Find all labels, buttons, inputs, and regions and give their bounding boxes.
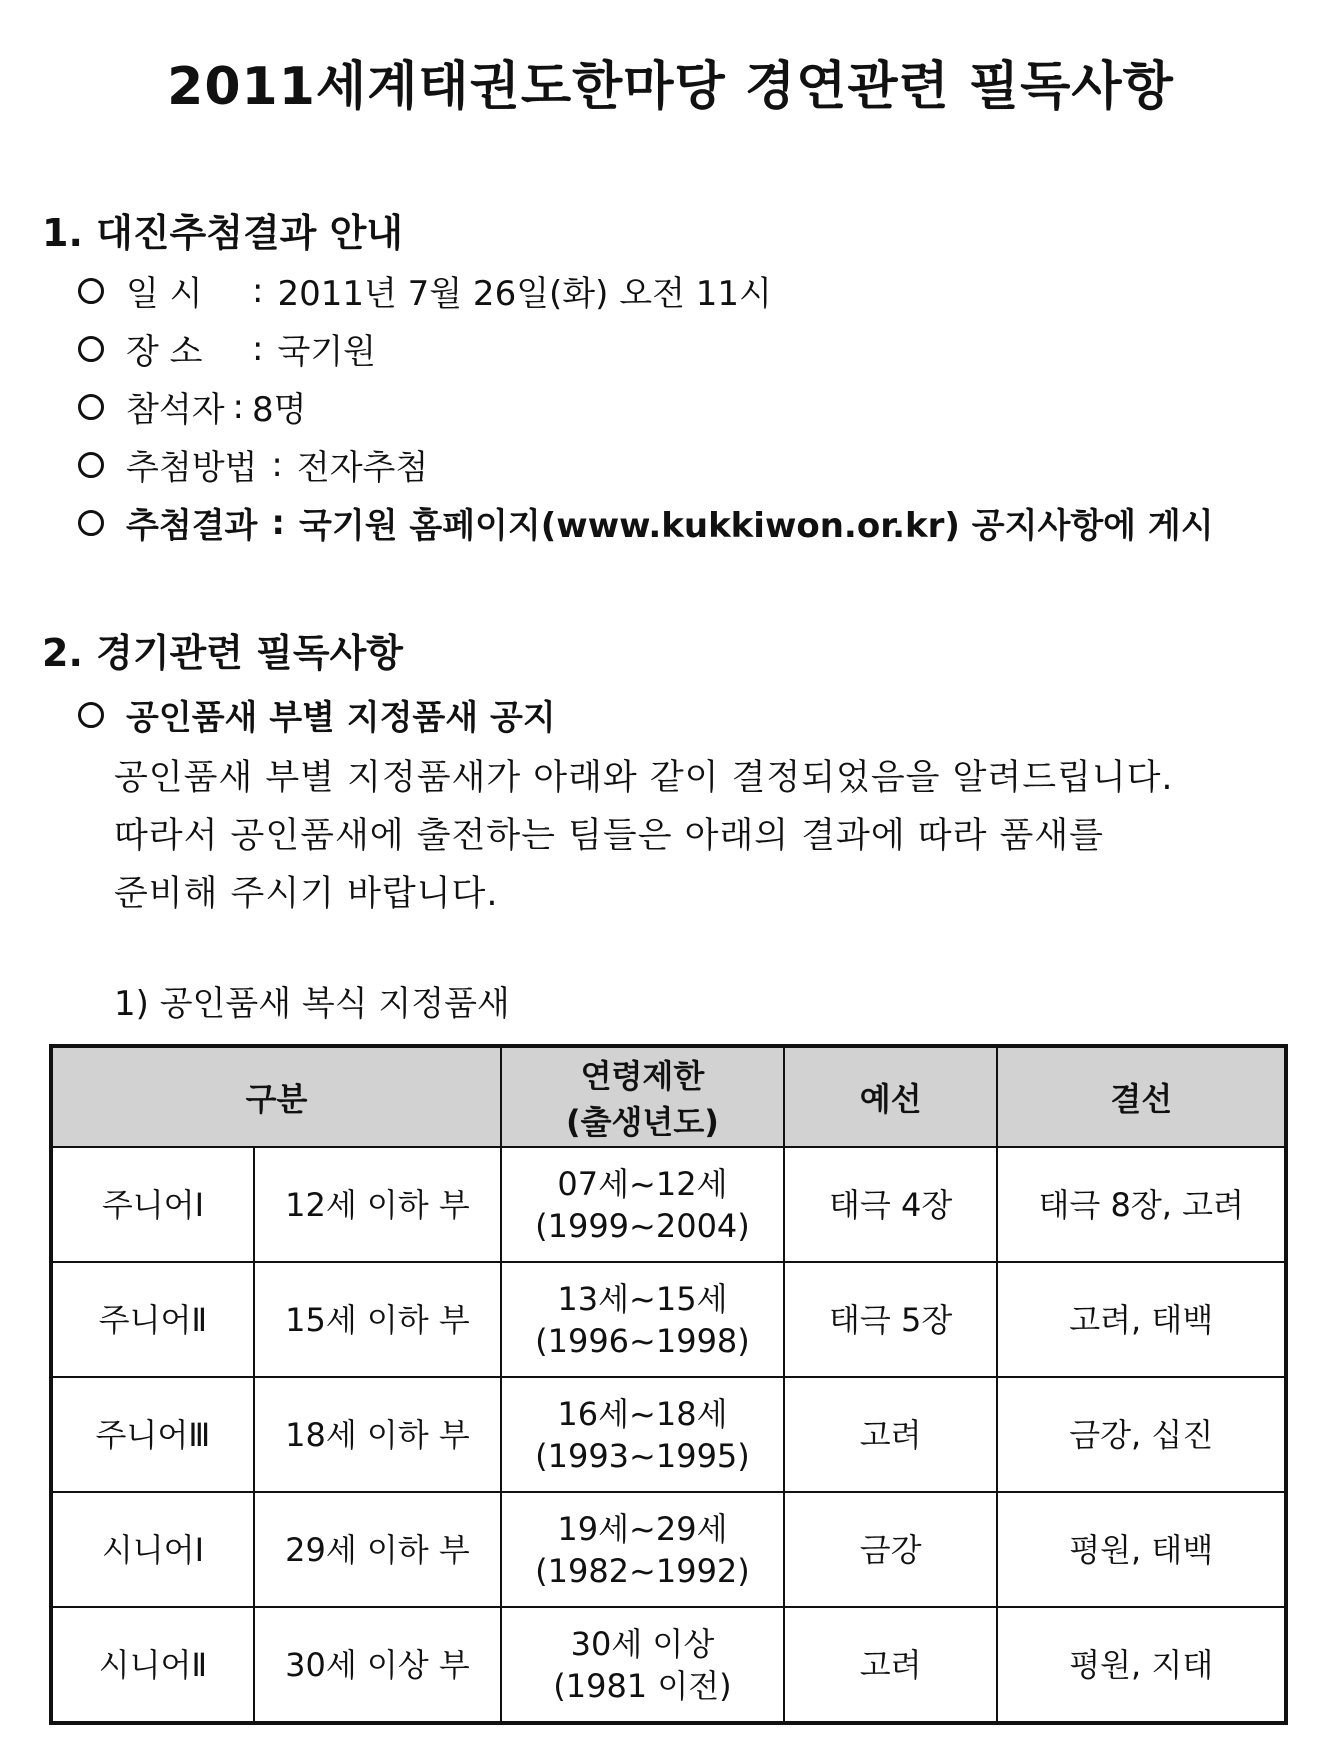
cell-division: 주니어Ⅱ [51,1262,254,1377]
page-title: 2011세계태권도한마당 경연관련 필독사항 [167,57,1174,117]
cell-final: 금강, 십진 [997,1377,1286,1492]
cell-birth-years: (1981 이전) [553,1666,732,1705]
info-item-attendees [78,382,307,431]
info-label: 참석자 [126,390,225,430]
cell-age-range: 13세~15세 [557,1279,728,1318]
table-caption: 1) 공인품새 복식 지정품새 [114,984,510,1024]
bullet-circle-icon [78,336,104,362]
cell-prelim: 고려 [784,1377,998,1492]
section-heading-must-read: 2. 경기관련 필독사항 [42,631,403,675]
notice-bullet-text: 공인품새 부별 지정품새 공지 [126,698,556,738]
table-header-row [51,1046,1286,1147]
cell-age [501,1377,784,1492]
header-final: 결선 [997,1046,1286,1147]
section-heading-draw-results: 1. 대진추첨결과 안내 [42,211,403,255]
cell-age [501,1607,784,1723]
cell-birth-years: (1996~1998) [535,1321,750,1360]
table-row [51,1492,1286,1607]
header-age-limit-line1: 연령제한 [580,1057,705,1095]
info-value: 국기원 홈페이지(www.kukkiwon.or.kr) 공지사항에 게시 [299,506,1214,546]
info-separator: : [252,270,264,311]
cell-age [501,1492,784,1607]
bullet-circle-icon [78,452,104,478]
info-item-datetime [78,266,772,315]
cell-birth-years: (1982~1992) [535,1551,750,1590]
table-row [51,1607,1286,1723]
header-division: 구분 [51,1046,501,1147]
header-prelim: 예선 [784,1046,998,1147]
info-label: 추첨방법 [126,448,258,488]
cell-group: 18세 이하 부 [254,1377,501,1492]
bullet-circle-icon [78,394,104,420]
cell-age [501,1262,784,1377]
cell-division: 시니어Ⅰ [51,1492,254,1607]
cell-age-range: 19세~29세 [557,1509,728,1548]
notice-paragraph-line-2: 따라서 공인품새에 출전하는 팀들은 아래의 결과에 따라 품새를 [114,816,1104,856]
info-value: 국기원 [277,332,377,372]
cell-final: 평원, 태백 [997,1492,1286,1607]
info-separator: : [232,386,245,427]
cell-prelim: 태극 5장 [784,1262,998,1377]
cell-division: 주니어Ⅰ [51,1147,254,1262]
notice-paragraph-line-3: 준비해 주시기 바랍니다. [114,874,499,914]
header-age-limit-line2: (출생년도) [565,1103,719,1141]
info-item-method [78,440,428,489]
bullet-circle-icon [78,702,104,728]
cell-prelim: 금강 [784,1492,998,1607]
cell-prelim: 고려 [784,1607,998,1723]
table-row [51,1262,1286,1377]
info-label: 장 소 [126,332,203,372]
info-label: 일 시 [126,274,203,314]
cell-group: 12세 이하 부 [254,1147,501,1262]
notice-paragraph-line-1: 공인품새 부별 지정품새가 아래와 같이 결정되었음을 알려드립니다. [114,758,1174,798]
info-separator: : [271,444,283,485]
cell-division: 시니어Ⅱ [51,1607,254,1723]
designated-poomsae-table [49,1044,1288,1725]
cell-birth-years: (1999~2004) [535,1206,750,1245]
cell-group: 30세 이상 부 [254,1607,501,1723]
bullet-circle-icon [78,278,104,304]
bullet-circle-icon [78,510,104,536]
cell-age-range: 16세~18세 [557,1394,728,1433]
info-value: 2011년 7월 26일(화) 오전 11시 [277,274,772,314]
cell-age-range: 30세 이상 [570,1624,715,1663]
cell-final: 평원, 지태 [997,1607,1286,1723]
table-row [51,1377,1286,1492]
info-separator: : [271,502,285,543]
cell-group: 15세 이하 부 [254,1262,501,1377]
notice-bullet [78,690,556,739]
cell-division: 주니어Ⅲ [51,1377,254,1492]
info-value: 전자추첨 [296,448,429,488]
cell-final: 태극 8장, 고려 [997,1147,1286,1262]
table-row [51,1147,1286,1262]
cell-birth-years: (1993~1995) [535,1436,750,1475]
info-label: 추첨결과 [126,506,258,546]
info-value: 8명 [252,390,307,430]
cell-final: 고려, 태백 [997,1262,1286,1377]
cell-prelim: 태극 4장 [784,1147,998,1262]
cell-age-range: 07세~12세 [557,1164,728,1203]
info-item-result [78,498,1214,547]
header-age-limit [501,1046,784,1147]
info-separator: : [252,328,264,369]
cell-group: 29세 이하 부 [254,1492,501,1607]
cell-age [501,1147,784,1262]
info-item-place [78,324,376,373]
